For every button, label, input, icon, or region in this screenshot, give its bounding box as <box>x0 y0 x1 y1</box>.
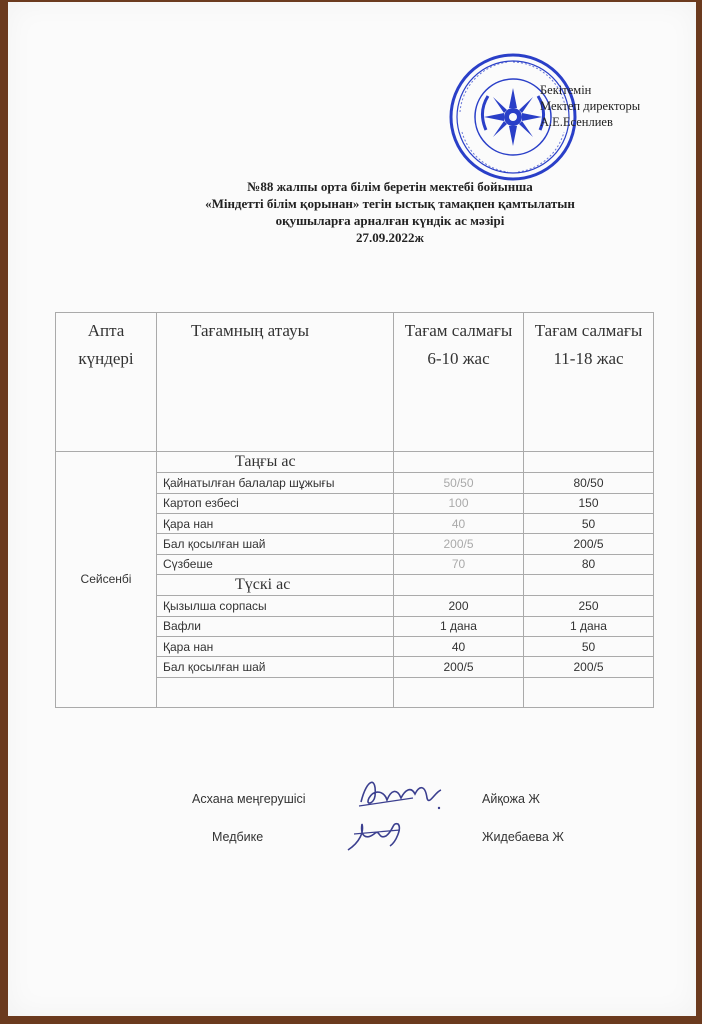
header-weight-6-10: Тағам салмағы 6-10 жас <box>394 313 524 452</box>
weight-11-18: 50 <box>524 513 654 533</box>
weight-11-18: 150 <box>524 493 654 513</box>
approval-block <box>540 82 690 130</box>
weight-6-10: 100 <box>394 493 524 513</box>
empty-cell <box>524 451 654 472</box>
nurse-name: Жидебаева Ж <box>482 830 564 844</box>
breakfast-section-row <box>56 451 654 472</box>
breakfast-title: Таңғы ас <box>157 451 394 472</box>
heading-line-1: №88 жалпы орта білім беретін мектебі бойынша <box>247 179 533 194</box>
dish-name: Вафли <box>157 616 394 636</box>
weight-6-10: 200 <box>394 596 524 616</box>
weight-11-18: 80/50 <box>524 473 654 493</box>
weight-11-18: 50 <box>524 636 654 656</box>
dish-name: Картоп езбесі <box>157 493 394 513</box>
weight-11-18: 80 <box>524 554 654 574</box>
dish-name: Қызылша сорпасы <box>157 596 394 616</box>
header-dish-name: Тағамның атауы <box>157 313 394 452</box>
day-cell: Сейсенбі <box>56 451 157 707</box>
canteen-manager-signature <box>355 772 445 817</box>
menu-table <box>55 312 654 708</box>
weight-6-10: 70 <box>394 554 524 574</box>
weight-11-18: 200/5 <box>524 657 654 677</box>
weight-6-10: 50/50 <box>394 473 524 493</box>
weight-11-18: 200/5 <box>524 534 654 554</box>
dish-name: Бал қосылған шай <box>157 657 394 677</box>
table-header-row <box>56 313 654 452</box>
heading-line-3: оқушыларға арналған күндік ас мәзірі <box>275 213 505 228</box>
weight-6-10: 200/5 <box>394 534 524 554</box>
heading-date: 27.09.2022ж <box>356 230 424 245</box>
empty-cell <box>157 677 394 708</box>
approval-label: Бекітемін <box>540 83 592 97</box>
heading-line-2: «Міндетті білім қорынан» тегін ыстық тамақпен қамтылатын <box>205 196 575 211</box>
empty-cell <box>394 574 524 595</box>
canteen-manager-role: Асхана меңгерушісі <box>192 792 306 806</box>
empty-cell <box>394 451 524 472</box>
lunch-title: Түскі ас <box>157 574 394 595</box>
weight-6-10: 40 <box>394 513 524 533</box>
dish-name: Қайнатылған балалар шұжығы <box>157 473 394 493</box>
nurse-signature <box>340 812 420 857</box>
weight-11-18: 250 <box>524 596 654 616</box>
dish-name: Сүзбеше <box>157 554 394 574</box>
weight-11-18: 1 дана <box>524 616 654 636</box>
header-weight-11-18: Тағам салмағы 11-18 жас <box>524 313 654 452</box>
dish-name: Қара нан <box>157 636 394 656</box>
empty-cell <box>524 574 654 595</box>
weight-6-10: 1 дана <box>394 616 524 636</box>
nurse-role: Медбике <box>212 830 264 844</box>
weight-6-10: 200/5 <box>394 657 524 677</box>
empty-cell <box>394 677 524 708</box>
dish-name: Қара нан <box>157 513 394 533</box>
weight-6-10: 40 <box>394 636 524 656</box>
empty-cell <box>524 677 654 708</box>
canteen-manager-name: Айқожа Ж <box>482 792 540 806</box>
approval-director-name: А.Е.Есенлиев <box>540 115 613 129</box>
approval-position: Мектеп директоры <box>540 99 641 113</box>
header-day: Апта күндері <box>56 313 157 452</box>
menu-heading <box>60 178 702 246</box>
dish-name: Бал қосылған шай <box>157 534 394 554</box>
